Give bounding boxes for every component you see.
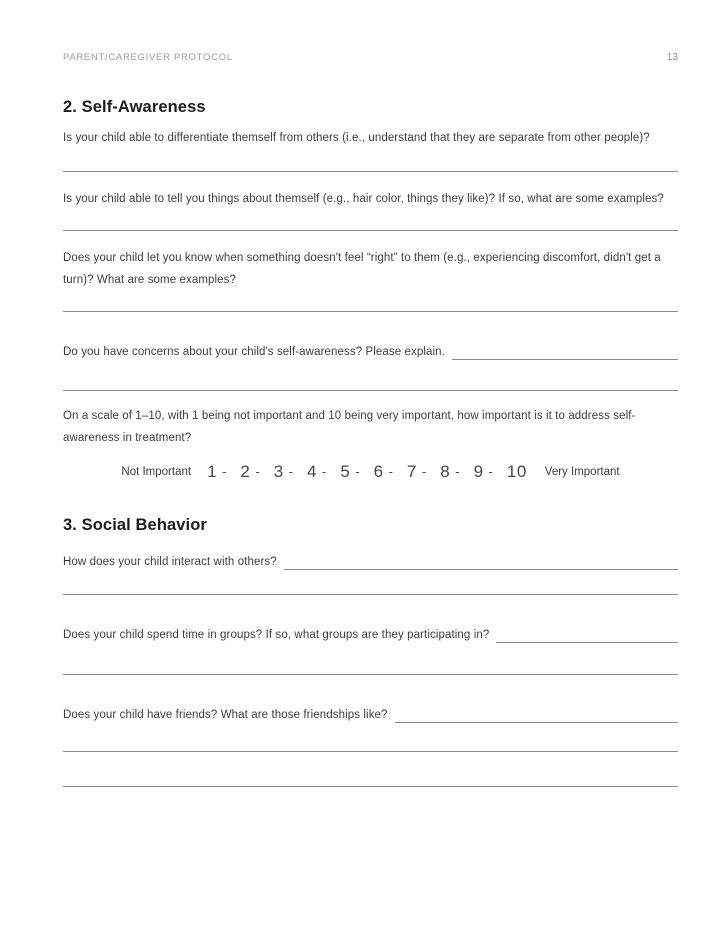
question-interact-with-others	[63, 551, 678, 573]
scale-dash: -	[321, 464, 327, 479]
question-text: Do you have concerns about your child's self-awareness? Please explain.	[63, 346, 445, 358]
answer-line[interactable]	[63, 751, 678, 752]
scale-label-not-important: Not Important	[121, 466, 192, 478]
scale-option-3[interactable]: 3 -	[273, 462, 293, 481]
scale-option-6[interactable]: 6 -	[373, 462, 393, 481]
scale-label-very-important: Very Important	[544, 466, 620, 478]
section-heading-self-awareness: 2. Self-Awareness	[63, 98, 206, 116]
question-text: How does your child interact with others?	[63, 556, 277, 568]
scale-dash: -	[488, 464, 493, 479]
scale-dash: -	[288, 464, 293, 479]
scale-option-9[interactable]: 9 -	[473, 462, 493, 481]
scale-option-1[interactable]: 1 -	[207, 462, 227, 481]
scale-dash: -	[255, 464, 260, 479]
question-tell-about-themself: Is your child able to tell you things about themself (e.g., hair color, things they like)? If so, what are some examples?	[63, 193, 664, 205]
scale-option-7[interactable]: 7 -	[406, 462, 427, 481]
importance-scale	[63, 459, 678, 485]
scale-option-4[interactable]: 4 -	[307, 462, 327, 481]
inline-answer-line[interactable]	[452, 341, 678, 360]
answer-line[interactable]	[63, 311, 678, 312]
scale-option-10[interactable]: 10	[506, 462, 527, 481]
page-number: 13	[666, 52, 678, 63]
answer-line[interactable]	[63, 171, 678, 172]
question-text: Does your child spend time in groups? If so, what groups are they participating in?	[63, 629, 490, 641]
answer-line[interactable]	[63, 230, 678, 231]
question-self-awareness-concerns	[63, 341, 678, 363]
inline-answer-line[interactable]	[496, 624, 678, 643]
question-differentiate-self: Is your child able to differentiate themself from others (i.e., understand that they are separate from other people)?	[63, 132, 650, 144]
answer-line[interactable]	[63, 674, 678, 675]
scale-option-8[interactable]: 8 -	[440, 462, 460, 481]
question-doesnt-feel-right: Does your child let you know when something doesn't feel “right” to them (e.g., experiencing discomfort, didn't get a turn)? What are some examples?	[63, 252, 661, 286]
inline-answer-line[interactable]	[284, 551, 678, 570]
scale-option-5[interactable]: 5 -	[340, 462, 360, 481]
scale-dash: -	[388, 464, 393, 479]
inline-answer-line[interactable]	[395, 704, 678, 723]
scale-dash: -	[455, 464, 460, 479]
scale-prompt: On a scale of 1–10, with 1 being not important and 10 being very important, how important is it to address self-awareness in treatment?	[63, 410, 636, 444]
answer-line[interactable]	[63, 390, 678, 391]
question-time-in-groups	[63, 624, 678, 646]
answer-line[interactable]	[63, 786, 678, 787]
scale-option-2[interactable]: 2 -	[240, 462, 260, 481]
section-heading-social-behavior: 3. Social Behavior	[63, 516, 207, 534]
scale-dash: -	[222, 464, 227, 479]
scale-dash: -	[355, 464, 360, 479]
document-title: PARENT/CAREGIVER PROTOCOL	[63, 52, 233, 63]
question-text: Does your child have friends? What are those friendships like?	[63, 709, 388, 721]
page-header	[63, 52, 678, 64]
scale-options	[207, 461, 527, 483]
answer-line[interactable]	[63, 594, 678, 595]
question-have-friends	[63, 704, 678, 726]
scale-dash: -	[421, 464, 427, 479]
